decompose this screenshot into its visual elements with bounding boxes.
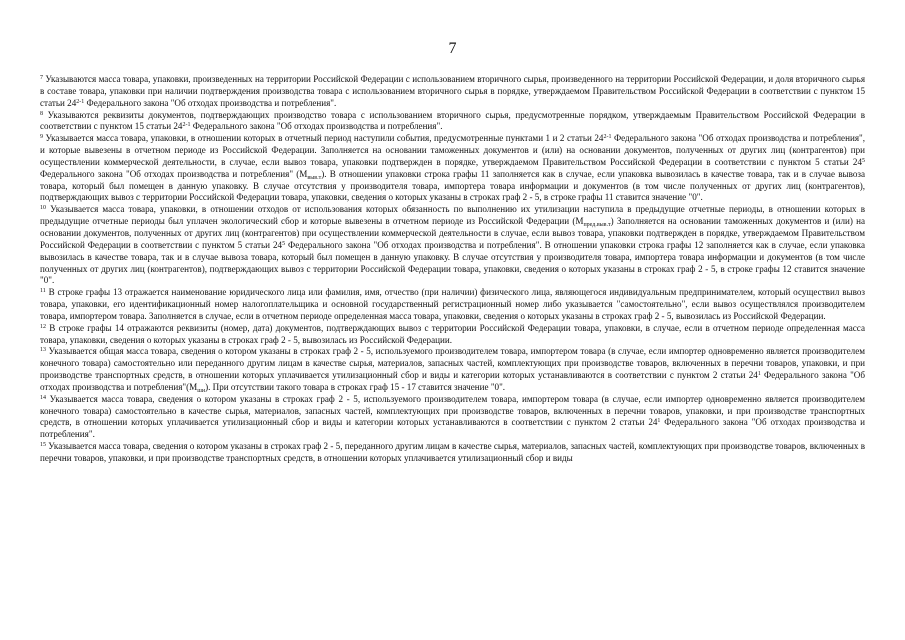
footnote-text: Федерального закона "Об отходах производства и потребления"(М [40,370,865,392]
page-number: 7 [448,40,457,57]
footnotes-list [40,74,865,465]
footnote-text: 5 [282,240,286,247]
footnote-number: 7 [40,75,43,81]
footnote-text: ). В отношении упаковки строка графы 11 заполняется как в случае, если упаковка вывозилась в качестве товара, так и в случае вывоза товара, который был помещен в данную упаковку. В случае отсутствия у производителя товара, импортера товара информации и документов (в том числе полученных от других лиц (контрагентов), подтверждающих вывоз с территории Российской Федерации товара, упаковки, сведения о которых указаны в строках граф 2 - 5, в строке графы 11 ставится значение "0". [40,168,866,203]
footnote-text: Федерального закона "Об отходах производства и потребления". В отношении упаковки строка графы 12 заполняется как в случае, если упаковка вывозилась в качестве товара, так и в случае вывоза товара, который был помещен в данную упаковку. В случае отсутствия у производителя товара, импортера товара информации и документов (в том числе полученных от других лиц (контрагентов), подтверждающих вывоз с территории Российской Федерации товара, упаковки, сведения о которых указаны в строках граф 2 - 5, в строке графы 12 ставится значение "0". [40,239,865,286]
footnote-text: ) Заполняется на основании таможенных документов и (или) на основании документов, полученных от других лиц (контрагентов) при осуществлении коммерческой деятельности в случае, если вывоз товара, упаковки подтвержден в порядке, утверждаемом Правительством Российской Федерации в соответствии с пунктом 5 статьи 24 [40,216,865,250]
footnote-number: 13 [40,347,46,354]
footnote-text: 5 [862,157,865,164]
footnote-text: ). При отсутствии такого товара в строках граф 15 - 17 ставится значение "0". [205,381,506,392]
footnote-text: Указывается общая масса товара, сведения о котором указаны в строках граф 2 - 5, используемого производителем товара, импортером товара (в случае, если импортер одновременно является производителем конечного товара) самостоятельно или переданного другим лицам в качестве сырья, материалов, запасных частей, комплектующих при производстве товаров, включенных в перечни товаров, упаковки, и при производстве транспортных средств, в отношении которых уплачивается утилизационный сбор и виды и категории которых устанавливаются в соответствии с пунктом 2 статьи 24 [40,346,865,381]
footnote-number: 12 [40,323,46,330]
footnote-number: 15 [40,442,46,449]
footnote-text: выв.т [307,174,322,181]
footnote-number: 9 [40,134,43,141]
footnote-text: Федерального закона "Об отходах производства и потребления". [84,97,337,108]
footnote-14 [40,394,865,441]
footnote-text: Указываются масса товара, упаковки, произведенных на территории Российской Федерации с использованием вторичного сырья, произведенного на территории Российской Федерации, и доля вторичного сырья в составе товара, упаковки при наличии подтверждения производства товара с использованием вторичного сырья в порядке, утверждаемом Правительством Российской Федерации в соответствии с пунктом 15 статьи 24 [40,74,866,108]
footnote-text: 1 [757,371,761,378]
footnote-text: Указывается масса товара, упаковки, в отношении которых в отчетный период наступили события, предусмотренные пунктами 1 и 2 статьи 24 [45,133,604,144]
footnote-text: Указывается масса товара, упаковки, в отношении отходов от использования которых обязанность по выполнению их утилизации наступила в предыдущие отчетные периоды, в отношении которых в предыдущие отчетные периоды был уплачен экологический сбор и которые вывезены в отчетном периоде из Российской Федерации (М [40,204,865,227]
footnote-text: 2-1 [182,122,191,129]
footnote-12 [40,323,865,347]
footnote-text: В строке графы 13 отражается наименование юридического лица или фамилия, имя, отчество (при наличии) физического лица, являющегося индивидуальным предпринимателем, который осуществил вывоз товара, упаковки, его идентификационный номер налогоплательщика и основной государственный регистрационный номер либо указывается "самостоятельно", если вывоз осуществлялся производителем товара, импортером товара. Заполняется в случае, если в отчетном периоде определенная масса товара, упаковки, сведения о которых указаны в строках граф 2 - 5, вывозилась из Российской Федерации. [40,287,865,321]
footnote-7 [40,74,865,110]
footnote-10 [40,204,865,287]
footnote-text: Указывается масса товара, сведения о котором указаны в строках граф 2 - 5, используемого производителем товара, импортером товара (в случае, если импортер одновременно является производителем конечного товара) самостоятельно в качестве сырья, материалов, запасных частей, комплектующих при производстве товаров, включенных в перечни товаров, упаковки, и при производстве транспортных средств, в отношении которых уплачивается утилизационный сбор и виды и категории которых устанавливаются в соответствии с пунктом 2 статьи 24 [40,393,865,428]
footnote-text: 1 [657,418,661,425]
footnote-text: Федерального закона "Об отходах производства и потребления". [40,417,866,440]
footnote-number: 14 [40,394,46,401]
footnote-11 [40,287,865,323]
footnote-number: 8 [40,110,43,117]
footnote-text: Федерального закона "Об отходах производства и потребления". [190,121,443,132]
footnote-9 [40,133,865,204]
footnote-number: 11 [40,288,46,295]
footnote-text: В строке графы 14 отражаются реквизиты (номер, дата) документов, подтверждающих вывоз с территории Российской Федерации товара, упаковки, в случае, если в отчетном периоде определенная масса товара, упаковки, сведения о которых указаны в строках граф 2 - 5, вывозилась из Российской Федерации. [40,322,865,345]
footnote-text: 2-1 [76,98,85,105]
footnote-text: Указываются реквизиты документов, подтверждающих производство товара с использованием вторичного сырья, предусмотренные порядком, утверждаемым Правительством Российской Федерации в соответствии с пунктом 15 статьи 24 [40,109,865,132]
footnote-text: Указывается масса товара, сведения о котором указаны в строках граф 2 - 5, переданного другим лицам в качестве сырья, материалов, запасных частей, комплектующих при производстве товаров, включенных в перечни товаров, упаковки, и при производстве транспортных средств, в отношении которых уплачивается утилизационный сбор и виды [40,441,865,463]
footnote-13 [40,346,865,393]
footnote-text: 2-1 [603,134,612,141]
footnote-number: 10 [40,205,46,212]
footnote-text: Федерального закона "Об отходах производства и потребления", и которые вывезены в отчетном периоде из Российской Федерации. Заполняется на основании таможенных документов и (или) на основании документов, полученных от других лиц (контрагентов) при осуществлении коммерческой деятельности, в случае, если вывоз товара, упаковки подтвержден в порядке, утверждаемом Правительством Российской Федерации в соответствии с пунктом 5 статьи 24 [40,133,865,167]
footnote-text: Федерального закона "Об отходах производства и потребления" (М [40,168,308,179]
footnote-text: ши [197,387,206,394]
footnote-text: пред.выв.т [583,222,611,229]
footnote-15 [40,441,865,465]
footnote-8 [40,110,865,134]
